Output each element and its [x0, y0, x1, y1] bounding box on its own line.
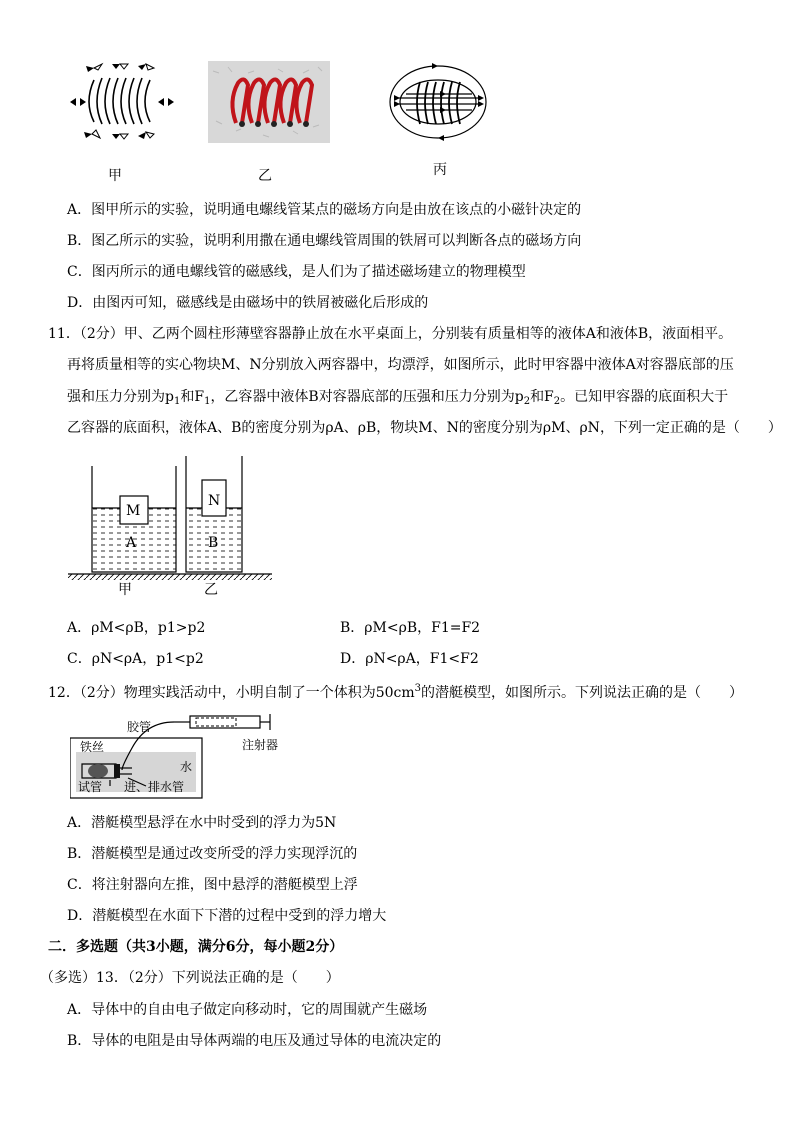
container-jia-label: 甲: [118, 582, 132, 598]
water-label: 水: [180, 760, 193, 774]
q10-option-c: C．图丙所示的通电螺线管的磁感线，是人们为了描述磁场建立的物理模型: [67, 264, 526, 280]
q12-option-c: C．将注射器向左推，图中悬浮的潜艇模型上浮: [67, 877, 358, 893]
q11-stem-line2: 再将质量相等的实心物块M、N分别放入两容器中，均漂浮，如图所示，此时甲容器中液体A对容器底部的压: [67, 357, 734, 373]
q11-stem-line4: 乙容器的底面积，液体A、B的密度分别为ρA、ρB，物块M、N的密度分别为ρM、ρN，下列一定正确的是（ ）: [67, 420, 782, 436]
q11-stem-line1: 11．（2分）甲、乙两个圆柱形薄壁容器静止放在水平桌面上，分别装有质量相等的液体A和液体B，液面相平。: [48, 326, 733, 342]
q11-option-d: D．ρN<ρA，F1<F2: [340, 651, 479, 667]
block-m-label: M: [126, 503, 141, 519]
field-lines-solenoid-figure: [386, 58, 490, 152]
wire-label: 铁丝: [80, 740, 105, 754]
q11-option-b: B．ρM<ρB，F1=F2: [340, 620, 481, 636]
syringe-label: 注射器: [242, 738, 279, 752]
q11-option-a: A．ρM<ρB，p1>p2: [67, 620, 206, 636]
q12-stem: 12．（2分）物理实践活动中，小明自制了一个体积为$50cm^3$的潜艇模型，如图所示。下列说法正确的是（ ）: [48, 683, 744, 701]
q11-option-c: C．ρN<ρA，p1<p2: [67, 651, 204, 667]
test-tube-label: 试管: [78, 780, 103, 794]
q13-stem: （多选）13．（2分）下列说法正确的是（ ）: [40, 970, 340, 986]
figure-label-bing: 丙: [433, 162, 447, 178]
compass-solenoid-figure: [66, 60, 178, 142]
containers-figure: [68, 452, 278, 580]
q11-stem-line3: 强和压力分别为$p_1$和$F_1$，乙容器中液体B对容器底部的压强和压力分别为$p_2$和$F_2$。已知甲容器的底面积大于: [67, 389, 729, 407]
q13-option-b: B．导体的电阻是由导体两端的电压及通过导体的电流决定的: [67, 1033, 442, 1049]
q10-option-a: A．图甲所示的实验，说明通电螺线管某点的磁场方向是由放在该点的小磁针决定的: [67, 202, 582, 218]
tube-label: 胶管: [127, 720, 152, 734]
q12-option-b: B．潜艇模型是通过改变所受的浮力实现浮沉的: [67, 846, 358, 862]
q10-option-b: B．图乙所示的实验，说明利用撒在通电螺线管周围的铁屑可以判断各点的磁场方向: [67, 233, 582, 249]
liquid-a-label: A: [126, 535, 137, 551]
figure-label-jia: 甲: [108, 168, 122, 184]
q12-option-d: D．潜艇模型在水面下下潜的过程中受到的浮力增大: [67, 908, 387, 924]
figure-label-yi: 乙: [258, 168, 272, 184]
section-title: 二．多选题（共3小题，满分6分，每小题2分）: [48, 939, 344, 955]
pipe-label: 进、排水管: [124, 780, 185, 794]
liquid-b-label: B: [208, 535, 219, 551]
container-yi-label: 乙: [204, 582, 218, 598]
iron-filings-photo: [208, 61, 330, 143]
q12-option-a: A．潜艇模型悬浮在水中时受到的浮力为5N: [67, 815, 337, 831]
q10-option-d: D．由图丙可知，磁感线是由磁场中的铁屑被磁化后形成的: [67, 295, 429, 311]
block-n-label: N: [208, 493, 221, 509]
q13-option-a: A．导体中的自由电子做定向移动时，它的周围就产生磁场: [67, 1002, 428, 1018]
